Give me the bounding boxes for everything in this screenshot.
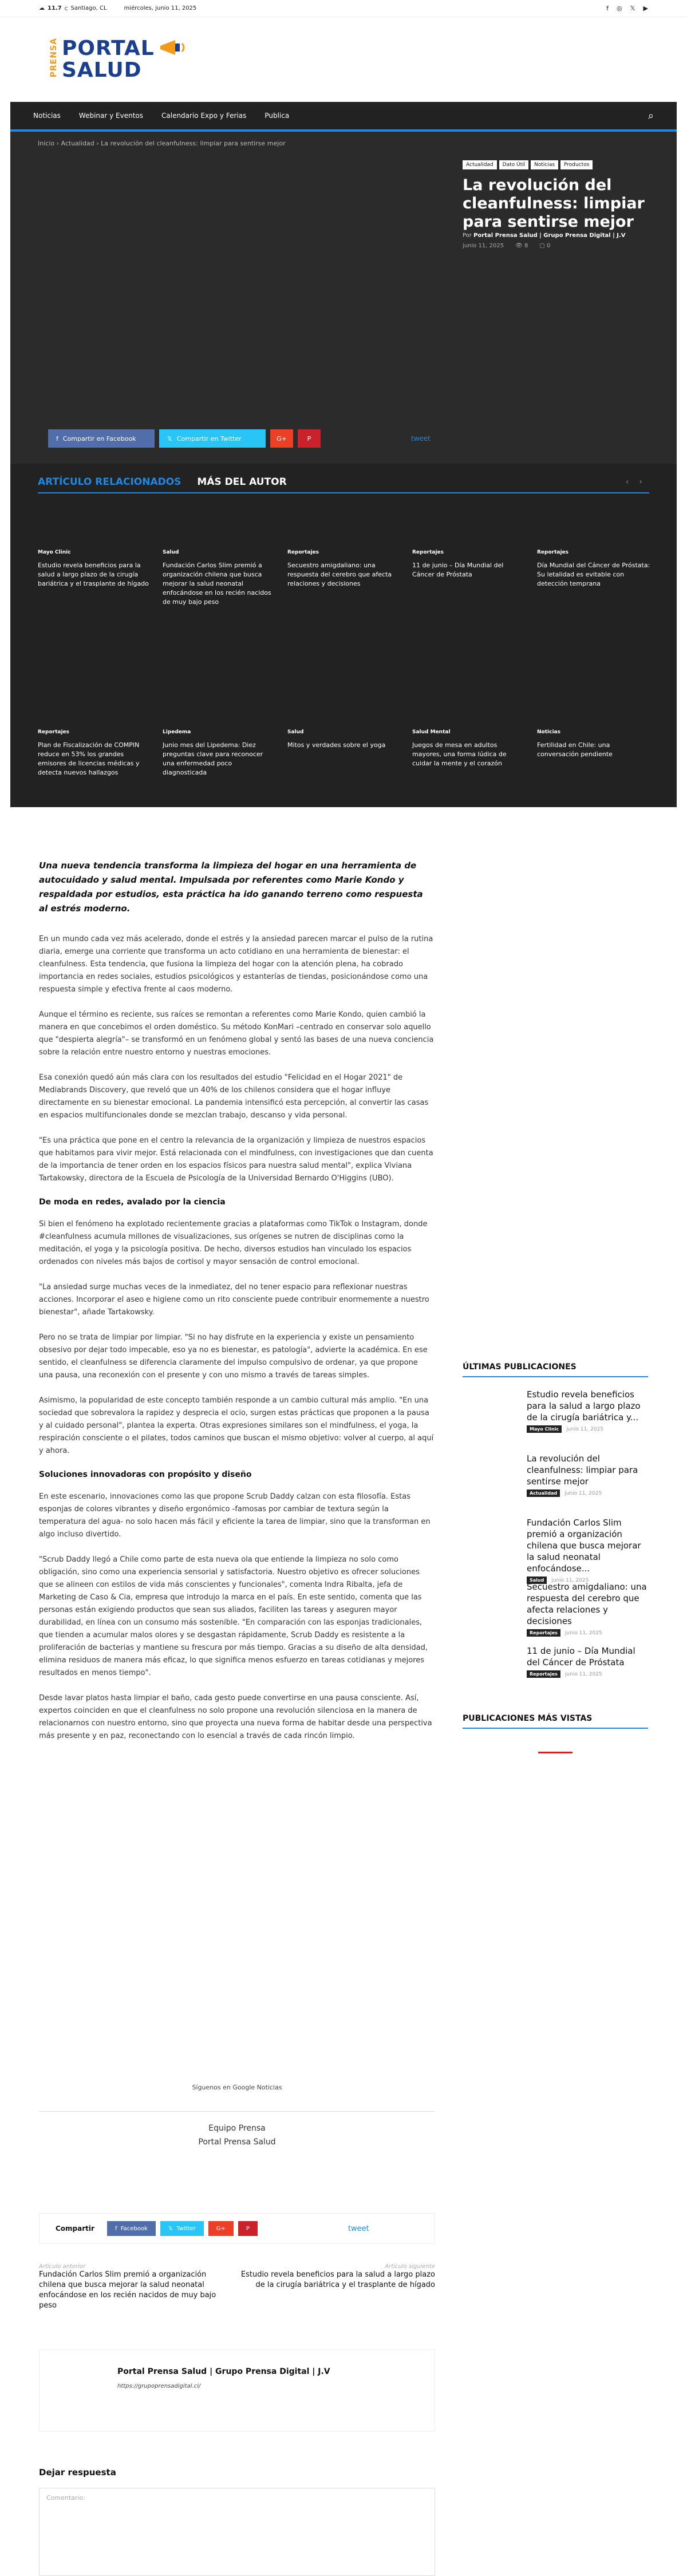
previous-label: Artículo anterior [39, 2263, 86, 2270]
breadcrumb-current: La revolución del cleanfulness: limpiar para sentirse mejor [101, 140, 286, 147]
chevron-right-icon[interactable]: › [639, 477, 642, 487]
next-label: Artículo siguiente [385, 2263, 435, 2270]
article-hero [10, 132, 677, 464]
paragraph: Si bien el fenómeno ha explotado recientemente gracias a plataformas como TikTok o Instagram, donde #cleanfulness acumula millones de visualizaciones, sus orígenes se nutren de disciplinas como la meditación, el yoga y la psicología positiva. De hecho, diversos estudios han vinculado los espacios ordenados con niveles más bajos de cortisol y mayor sensación de control emocional. [39, 1220, 428, 1266]
article-lead: Una nueva tendencia transforma la limpieza del hogar en una herramienta de autocuidado y salud mental. Impulsada por referentes como Marie Kondo y respaldada por estudios, esta práctica ha ido ganando terreno como respuesta al estrés moderno. [39, 860, 423, 914]
reply-heading: Dejar respuesta [39, 2467, 116, 2478]
youtube-icon[interactable]: ▶ [643, 5, 648, 12]
credit-line: Portal Prensa Salud [198, 2138, 276, 2147]
related-title[interactable]: Día Mundial del Cáncer de Próstata: Su letalidad es evitable con detección temprana [537, 562, 650, 587]
post-thumbnail[interactable] [463, 1517, 520, 1557]
weather-widget [39, 5, 107, 11]
search-icon[interactable]: ⌕ [647, 109, 654, 122]
temperature: 11.7 [48, 5, 62, 11]
related-tabs [38, 476, 287, 488]
post-title[interactable]: Secuestro amigdaliano: una respuesta del cerebro que afecta relaciones y decisiones [527, 1582, 647, 1626]
post-title[interactable]: Estudio revela beneficios para la salud a largo plazo de la cirugía bariátrica y... [527, 1389, 641, 1423]
bottom-share-bar [39, 2213, 435, 2244]
related-title[interactable]: Mitos y verdades sobre el yoga [287, 741, 386, 749]
article-credits [39, 2121, 435, 2149]
category-badge[interactable]: Mayo Clinic [527, 1425, 562, 1433]
breadcrumb [38, 140, 286, 147]
share-facebook-button[interactable] [48, 429, 155, 448]
sidebar-title: ÚLTIMAS PUBLICACIONES [463, 1362, 648, 1377]
tag[interactable]: Actualidad [463, 160, 497, 169]
share-googleplus-button[interactable] [270, 429, 293, 448]
related-title[interactable]: Secuestro amigdaliano: una respuesta del cerebro que afecta relaciones y decisiones [287, 562, 392, 587]
post-date: junio 11, 2025 [564, 1630, 602, 1636]
share-facebook-button[interactable] [107, 2221, 156, 2236]
next-title[interactable]: Estudio revela beneficios para la salud a largo plazo de la cirugía bariátrica y el trasplante de hígado [240, 2270, 435, 2289]
comments-count[interactable] [539, 243, 550, 249]
twitter-icon: 𝕏 [167, 434, 172, 442]
sidebar [463, 1362, 648, 1753]
nav-item-noticias[interactable]: Noticias [33, 112, 61, 120]
paragraph: "Scrub Daddy llegó a Chile como parte de esta nueva ola que entiende la limpieza no solo como obligación, sino como una experiencia sensorial y satisfactoria. Nuestro objetivo es ofrecer soluciones que se alineen con estilos de vida más conscientes y funcionales", comenta Indra Ribalta, jefa de Marketing de Caso & Cia, empresa que introdujo la marca en el país. En este sentido, comenta que las personas están exigiendo productos que sean sus aliados, faciliten las tareas y aseguren mayor durabilidad, en línea con un consumo más sostenible. "En comparación con las esponjas tradicionales, que tienden a acumular malos olores y se desgastan rápidamente, Scrub Daddy es resistente a la proliferación de bacterias y mantiene su frescura por más tiempo. Gracias a su diseño de alta densidad, elimina residuos de manera más eficaz, lo que significa menos esfuerzo en tareas cotidianas y mejores resultados en menos tiempo". [39, 1555, 428, 1677]
tweet-link[interactable]: tweet [348, 2224, 369, 2233]
share-pinterest-button[interactable] [238, 2221, 258, 2236]
nav-item-webinar[interactable]: Webinar y Eventos [78, 112, 143, 120]
tab-related[interactable]: ARTÍCULO RELACIONADOS [38, 476, 181, 488]
pinterest-icon: P [246, 2225, 250, 2232]
related-category[interactable]: Mayo Clinic [38, 550, 71, 555]
comment-textarea[interactable] [39, 2488, 435, 2576]
paragraph: En este escenario, innovaciones como las que propone Scrub Daddy calzan con esta filosofía. Estas esponjas de colores vibrantes y diseño ergonómico -famosas por cambiar de textura según la temperatura del agua- no solo hacen más fácil y eficiente la tarea de limpiar, sino que la transforman en algo incluso divertido. [39, 1492, 431, 1539]
related-category[interactable]: Reportajes [412, 550, 444, 555]
paragraph: Asimismo, la popularidad de este concepto también responde a un cambio cultural más amplio. "En una sociedad que sobrevalora la rapidez y desprecia el ocio, surgen estas prácticas que proponen a la pausa y al cuidado personal", plantea la experta. Otras expresiones similares son el mindfulness, el yoga, la respiración consciente o el pilates, todos caminos que buscan el mismo objetivo: volver al cuerpo, al aquí y ahora. [39, 1396, 434, 1455]
share-facebook-label: Compartir en Facebook [62, 434, 136, 442]
article-meta [463, 243, 550, 249]
logo-line-2: SALUD [62, 58, 142, 82]
article-tags [463, 160, 593, 169]
share-twitter-button[interactable] [159, 429, 266, 448]
related-category[interactable]: Reportajes [537, 550, 569, 555]
twitter-icon[interactable]: 𝕏 [630, 5, 635, 12]
current-date: miércoles, junio 11, 2025 [124, 5, 197, 11]
share-twitter-button[interactable] [160, 2221, 204, 2236]
related-card[interactable] [412, 729, 526, 777]
chevron-right-icon: › [56, 140, 61, 147]
related-card[interactable] [537, 550, 650, 607]
facebook-icon[interactable]: f [606, 5, 609, 12]
section-heading: Soluciones innovadoras con propósito y diseño [39, 1470, 252, 1479]
related-card[interactable] [287, 550, 401, 607]
breadcrumb-home[interactable]: Inicio [38, 140, 55, 147]
facebook-icon: f [114, 2225, 121, 2232]
related-grid [38, 550, 650, 777]
author-name[interactable]: Portal Prensa Salud | Grupo Prensa Digital | J.V [117, 2367, 330, 2376]
location: Santiago, CL [70, 5, 107, 11]
related-category[interactable]: Salud Mental [412, 729, 451, 735]
category-badge[interactable]: Salud [527, 1577, 547, 1584]
tag[interactable]: Noticias [531, 160, 558, 169]
related-title[interactable]: Fundación Carlos Slim premió a organización chilena que busca mejorar la salud neonatal enfocándose en los recién nacidos de muy bajo peso [163, 562, 271, 606]
paragraph: Esa conexión quedó aún más clara con los resultados del estudio "Felicidad en el Hogar 2021" de Mediabrands Discovery, que reveló que un 40% de los chilenos considera que el hogar influye directamente en su bienestar emocional. La pandemia intensificó esta percepción, al convertir las casas en espacios multifuncionales donde se mezclan trabajo, descanso y vida personal. [39, 1073, 429, 1120]
paragraph: Desde lavar platos hasta limpiar el baño, cada gesto puede convertirse en una pausa consciente. Así, expertos coinciden en que el cleanfulness no solo propone una revolución silenciosa en la manera de relacionarnos con nuestro entorno, sino que proyecta una nueva forma de habitar desde una perspectiva más presente y en paz, reconectando con lo esencial a través de cada rincón limpio. [39, 1694, 432, 1740]
category-badge[interactable]: Actualidad [527, 1490, 560, 1497]
comment-icon: ▢ [539, 243, 547, 249]
byline [463, 232, 626, 239]
paragraph: "La ansiedad surge muchas veces de la inmediatez, del no tener espacio para reflexionar nuestras acciones. Incorporar el aseo e higiene como un rito consciente puede contribuir enormemente a nuestro bienestar", añade Tartakowsky. [39, 1283, 429, 1317]
post-date: junio 11, 2025 [551, 1577, 589, 1583]
related-pager [626, 477, 642, 487]
share-bar [48, 429, 431, 448]
comment-placeholder: Comentario: [46, 2494, 85, 2502]
related-category[interactable]: Lipedema [163, 729, 191, 735]
related-card[interactable] [163, 729, 276, 777]
nav-item-calendario[interactable]: Calendario Expo y Ferias [161, 112, 247, 120]
category-badge[interactable]: Reportajes [527, 1629, 560, 1637]
site-logo[interactable] [49, 38, 188, 81]
post-title[interactable]: Fundación Carlos Slim premió a organización chilena que busca mejorar la salud neonatal enfocándose... [527, 1518, 641, 1574]
sidebar-post[interactable] [463, 1453, 648, 1517]
category-badge[interactable]: Reportajes [527, 1670, 560, 1678]
section-heading: De moda en redes, avalado por la ciencia [39, 1198, 226, 1207]
google-plus-icon: G+ [216, 2225, 226, 2232]
related-category[interactable]: Salud [163, 550, 179, 555]
instagram-icon[interactable]: ◎ [617, 5, 622, 12]
related-category[interactable]: Reportajes [287, 550, 319, 555]
related-card[interactable] [287, 729, 401, 777]
related-title[interactable]: Plan de Fiscalización de COMPIN reduce en 53% los grandes emisores de licencias médicas y detecta nuevos hallazgos [38, 741, 140, 776]
cloud-icon: ☁ [39, 5, 45, 11]
views-count [515, 243, 528, 249]
related-category[interactable]: Reportajes [38, 729, 70, 735]
related-card[interactable] [163, 550, 276, 607]
sidebar-post[interactable] [463, 1581, 648, 1645]
share-googleplus-button[interactable] [208, 2221, 234, 2236]
tag[interactable]: Dato Útil [499, 160, 528, 169]
previous-title[interactable]: Fundación Carlos Slim premió a organización chilena que busca mejorar la salud neonatal enfocándose en los recién nacidos de muy bajo peso [39, 2270, 216, 2310]
related-articles [10, 464, 677, 807]
twitter-icon: 𝕏 [168, 2225, 177, 2232]
related-title[interactable]: Junio mes del Lipedema: Diez preguntas clave para reconocer una enfermedad poco diagnosticada [163, 741, 263, 776]
post-title[interactable]: 11 de junio – Día Mundial del Cáncer de Próstata [527, 1646, 635, 1668]
post-thumbnail[interactable] [463, 1389, 520, 1429]
main-nav [10, 102, 677, 132]
google-news-link[interactable]: Síguenos en Google Noticias [192, 2084, 282, 2091]
post-date: junio 11, 2025 [564, 1671, 602, 1677]
pinterest-icon: P [307, 434, 311, 442]
chevron-right-icon: › [96, 140, 101, 147]
share-pinterest-button[interactable] [298, 429, 321, 448]
author-box [39, 2349, 435, 2432]
tab-more-from-author[interactable]: MÁS DEL AUTOR [197, 476, 287, 488]
facebook-icon: f [56, 434, 58, 442]
paragraph: En un mundo cada vez más acelerado, donde el estrés y la ansiedad parecen marcar el pulso de la rutina diaria, emerge una corriente que transforma un acto cotidiano en una herramienta de bienestar: el cleanfulness. Esta tendencia, que fusiona la limpieza del hogar con la atención plena, ha cobrado importancia en redes sociales, estudios psicológicos y estanterías de tiendas, posicionándose como una respuesta simple y efectiva frente al caos moderno. [39, 935, 433, 994]
related-category[interactable]: Noticias [537, 729, 560, 735]
views-value: 8 [524, 243, 528, 249]
page-title: La revolución del cleanfulness: limpiar para sentirse mejor [463, 176, 645, 231]
chevron-left-icon[interactable]: ‹ [625, 477, 629, 487]
sidebar-post[interactable] [463, 1389, 648, 1453]
paragraph: "Es una práctica que pone en el centro la relevancia de la organización y limpieza de nuestros espacios que habitamos para vivir mejor. Está relacionada con el mindfulness, con investigaciones que dan cuenta de la importancia de tener orden en los espacios físicos para nuestra salud mental", explica Viviana Tartakowsky, directora de la Escuela de Psicología de la Universidad Bernardo O'Higgins (UBO). [39, 1136, 433, 1183]
next-article[interactable] [240, 2263, 435, 2311]
related-category[interactable]: Salud [287, 729, 304, 735]
article-body [39, 859, 434, 1755]
post-thumbnail[interactable] [463, 1581, 520, 1621]
top-bar [0, 0, 687, 17]
by-label: Por [463, 232, 472, 239]
comments-value: 0 [546, 243, 551, 249]
google-plus-icon: G+ [277, 434, 287, 442]
author-link[interactable]: Portal Prensa Salud | Grupo Prensa Digital | J.V [473, 232, 626, 239]
loading-indicator [538, 1752, 572, 1753]
share-twitter-label: Compartir en Twitter [176, 434, 242, 442]
related-title[interactable]: 11 de junio – Día Mundial del Cáncer de Próstata [412, 562, 504, 578]
divider [39, 2111, 435, 2112]
sidebar-post[interactable] [463, 1517, 648, 1581]
eye-icon: 👁 [515, 243, 524, 249]
logo-line-1: PORTAL [62, 37, 155, 60]
tag[interactable]: Productos [560, 160, 593, 169]
megaphone-icon [158, 39, 188, 56]
breadcrumb-section[interactable]: Actualidad [61, 140, 94, 147]
related-card[interactable] [38, 729, 151, 777]
sidebar-title-most-viewed: PUBLICACIONES MÁS VISTAS [463, 1714, 648, 1729]
share-label: Compartir [56, 2225, 94, 2233]
tweet-link[interactable]: tweet [411, 434, 431, 442]
publish-date: junio 11, 2025 [463, 243, 504, 249]
related-title[interactable]: Juegos de mesa en adultos mayores, una forma lúdica de cuidar la mente y el corazón [412, 741, 507, 767]
post-navigation [39, 2263, 435, 2311]
post-thumbnail[interactable] [463, 1453, 520, 1493]
paragraph: Pero no se trata de limpiar por limpiar. "Si no hay disfrute en la experiencia y existe un pensamiento obsesivo por dejar todo impecable, eso ya no es bienestar, es patología", advierte la académica. En ese sentido, el cleanfulness se diferencia claramente del impulso compulsivo de ordenar, ya que propone una pausa, una reconexión con el presente y con uno mismo a través de tareas simples. [39, 1333, 428, 1380]
related-card[interactable] [412, 550, 526, 607]
post-title[interactable]: La revolución del cleanfulness: limpiar para sentirse mejor [527, 1453, 638, 1487]
related-divider [38, 492, 649, 493]
related-title[interactable]: Estudio revela beneficios para la salud a largo plazo de la cirugía bariátrica y el trasplante de hígado [38, 562, 149, 587]
nav-item-publica[interactable]: Publica [264, 112, 290, 120]
post-date: junio 11, 2025 [566, 1426, 604, 1432]
sidebar-post[interactable] [463, 1645, 648, 1709]
paragraph: Aunque el término es reciente, sus raíces se remontan a referentes como Marie Kondo, quien cambió la manera en que concebimos el orden doméstico. Su método KonMari –centrado en conservar solo aquello que "despierta alegría"– se transformó en un fenómeno global y sentó las bases de una nueva conciencia sobre la relación entre nuestro entorno y nuestras emociones. [39, 1010, 434, 1057]
author-url[interactable]: https://grupoprensadigital.cl/ [117, 2383, 201, 2389]
share-facebook-label: Facebook [120, 2225, 148, 2232]
previous-article[interactable] [39, 2263, 234, 2311]
post-thumbnail[interactable] [463, 1645, 520, 1685]
related-card[interactable] [38, 550, 151, 607]
related-card[interactable] [537, 729, 650, 777]
credit-line: Equipo Prensa [208, 2124, 266, 2133]
post-date: junio 11, 2025 [564, 1490, 602, 1496]
share-twitter-label: Twitter [176, 2225, 196, 2232]
social-links [606, 5, 648, 12]
header-logo-area [0, 17, 687, 102]
temperature-unit: C [64, 5, 68, 11]
related-title[interactable]: Fertilidad en Chile: una conversación pendiente [537, 741, 613, 758]
logo-prensa: PRENSA [49, 38, 58, 78]
